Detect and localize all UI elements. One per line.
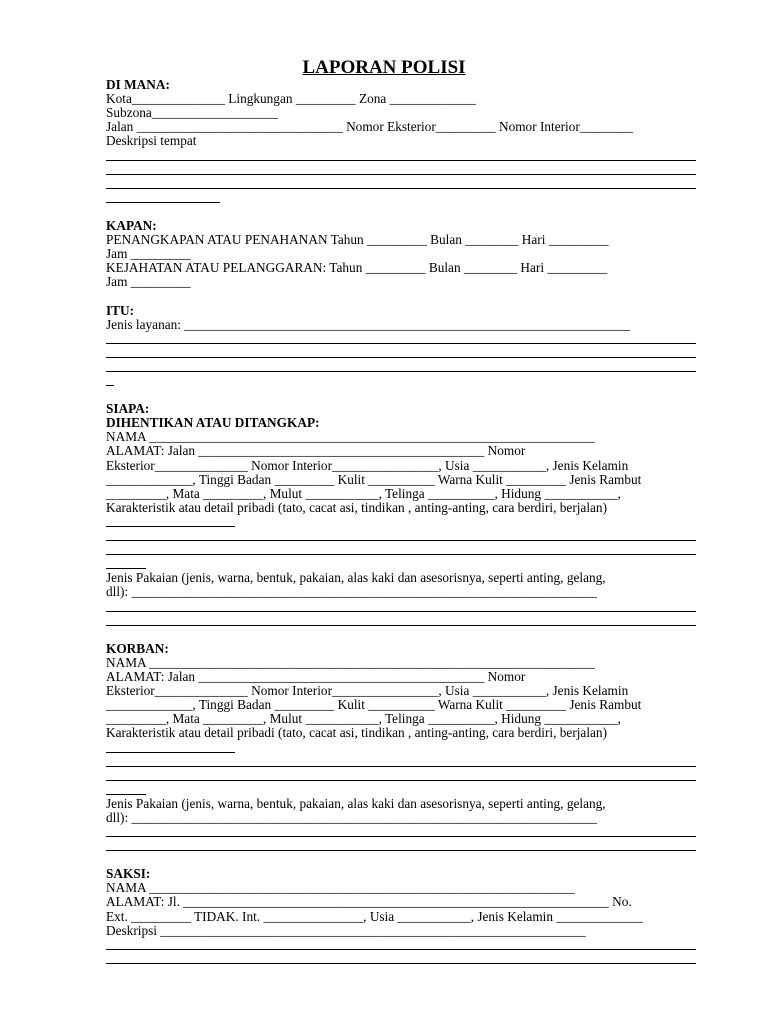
- field-line[interactable]: Eksterior______________ Nomor Interior________________, Usia ___________, Jenis Kelamin: [106, 457, 629, 473]
- field-line[interactable]: Jam _________: [106, 274, 191, 290]
- blank-rule[interactable]: [106, 360, 696, 374]
- field-line[interactable]: _________, Mata _________, Mulut ___________, Telinga __________, Hidung ___________,: [106, 711, 621, 727]
- blank-rule-short[interactable]: [106, 740, 235, 754]
- field-line[interactable]: ALAMAT: Jalan ___________________________________________ Nomor: [106, 443, 526, 459]
- blank-rule[interactable]: [106, 148, 696, 162]
- field-line[interactable]: _____________, Tinggi Badan _________ Kulit __________ Warna Kulit _________ Jenis Rambut: [106, 471, 642, 487]
- field-line[interactable]: ALAMAT: Jalan ___________________________________________ Nomor: [106, 668, 526, 684]
- blank-rule[interactable]: [106, 769, 696, 783]
- field-line[interactable]: NAMA ________________________________________________________________: [106, 880, 575, 896]
- field-label: Karakteristik atau detail pribadi (tato, cacat asi, tindikan , anting-anting, cara berdiri, berjalan): [106, 725, 608, 741]
- blank-rule[interactable]: [106, 529, 696, 543]
- blank-rule-short[interactable]: [106, 374, 114, 388]
- blank-rule[interactable]: [106, 614, 696, 628]
- field-line[interactable]: Ext. _________ TIDAK. Int. _______________, Usia ___________, Jenis Kelamin _____________: [106, 908, 643, 924]
- blank-rule[interactable]: [106, 332, 696, 346]
- blank-rule[interactable]: [106, 163, 696, 177]
- field-line[interactable]: _____________, Tinggi Badan _________ Kulit __________ Warna Kulit _________ Jenis Rambut: [106, 697, 642, 713]
- field-line[interactable]: _________, Mata _________, Mulut ___________, Telinga __________, Hidung ___________,: [106, 485, 621, 501]
- field-line[interactable]: KEJAHATAN ATAU PELANGGARAN: Tahun _________ Bulan ________ Hari _________: [106, 260, 608, 276]
- field-line[interactable]: Jalan _______________________________ Nomor Eksterior_________ Nomor Interior________: [106, 119, 634, 135]
- field-line[interactable]: PENANGKAPAN ATAU PENAHANAN Tahun _________ Bulan ________ Hari _________: [106, 232, 609, 248]
- field-label: Jenis Pakaian (jenis, warna, bentuk, pakaian, alas kaki dan asesorisnya, seperti anting, gelang,: [106, 795, 606, 811]
- section-subheading-ditangkap: DIHENTIKAN ATAU DITANGKAP:: [106, 415, 320, 431]
- field-line[interactable]: Kota______________ Lingkungan _________ Zona _____________: [106, 91, 477, 107]
- form-body: [106, 78, 696, 966]
- blank-rule[interactable]: [106, 543, 696, 557]
- field-label: Deskripsi tempat: [106, 133, 197, 149]
- section-heading-korban: KORBAN:: [106, 640, 169, 656]
- blank-rule-short[interactable]: [106, 515, 235, 529]
- blank-rule-short[interactable]: [106, 191, 220, 205]
- section-heading-itu: ITU:: [106, 302, 135, 318]
- section-heading-saksi: SAKSI:: [106, 866, 151, 882]
- field-line[interactable]: Jenis layanan: ___________________________________________________________________: [106, 316, 630, 332]
- field-line[interactable]: NAMA ___________________________________________________________________: [106, 654, 595, 670]
- field-label: Jenis Pakaian (jenis, warna, bentuk, pakaian, alas kaki dan asesorisnya, seperti anting, gelang,: [106, 570, 606, 586]
- blank-rule[interactable]: [106, 825, 696, 839]
- field-line[interactable]: dll): ______________________________________________________________________: [106, 584, 597, 600]
- field-label: Karakteristik atau detail pribadi (tato, cacat asi, tindikan , anting-anting, cara berdiri, berjalan): [106, 499, 608, 515]
- field-line[interactable]: dll): ______________________________________________________________________: [106, 809, 597, 825]
- blank-rule[interactable]: [106, 839, 696, 853]
- blank-rule[interactable]: [106, 952, 696, 966]
- blank-rule[interactable]: [106, 346, 696, 360]
- blank-rule[interactable]: [106, 755, 696, 769]
- field-line[interactable]: Jam _________: [106, 246, 191, 262]
- page-title: LAPORAN POLISI: [302, 57, 466, 78]
- blank-rule[interactable]: [106, 177, 696, 191]
- field-line[interactable]: Eksterior______________ Nomor Interior________________, Usia ___________, Jenis Kelamin: [106, 683, 629, 699]
- field-line[interactable]: ALAMAT: Jl. ________________________________________________________________ No.: [106, 894, 632, 910]
- blank-rule[interactable]: [106, 599, 696, 613]
- section-heading-siapa: SIAPA:: [106, 401, 150, 417]
- section-heading-kapan: KAPAN:: [106, 217, 157, 233]
- blank-rule-short[interactable]: [106, 557, 146, 571]
- field-line[interactable]: Deskripsi ________________________________________________________________: [106, 922, 586, 938]
- blank-rule-short[interactable]: [106, 783, 146, 797]
- section-heading-di-mana: DI MANA:: [106, 77, 170, 92]
- field-line[interactable]: NAMA ___________________________________________________________________: [106, 429, 595, 445]
- blank-rule[interactable]: [106, 938, 696, 952]
- field-line[interactable]: Subzona___________________: [106, 105, 279, 121]
